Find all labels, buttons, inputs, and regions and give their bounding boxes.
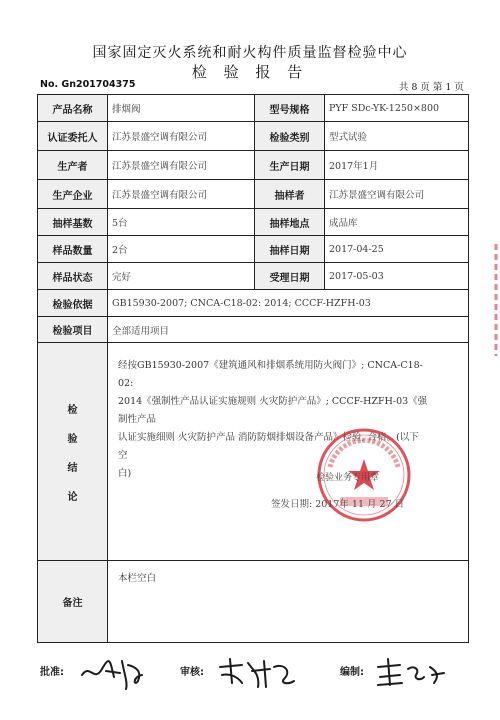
value-sample-date: 2017-04-25	[325, 236, 469, 263]
approve-label: 批准:	[40, 667, 64, 678]
conclusion-cell	[108, 343, 469, 561]
value-model: PYF SDc-YK-1250×800	[325, 95, 469, 122]
value-manufacturer: 江苏景盛空调有限公司	[108, 180, 255, 209]
label-model: 型号规格	[255, 95, 325, 122]
label-sample-date: 抽样日期	[255, 236, 325, 263]
remark-text: 本栏空白	[118, 573, 157, 584]
label-accept-date: 受理日期	[255, 263, 325, 290]
table-row	[38, 209, 469, 236]
label-product-name: 产品名称	[38, 95, 108, 122]
report-number: No. Gn201704375	[40, 79, 136, 90]
table-row	[38, 263, 469, 290]
table-row	[38, 95, 469, 122]
table-row	[38, 343, 469, 561]
compile-label: 编制:	[340, 667, 364, 678]
table-row	[38, 151, 469, 180]
label-producer: 生产者	[38, 151, 108, 180]
label-condition: 样品状态	[38, 263, 108, 290]
label-quantity: 样品数量	[38, 236, 108, 263]
value-client: 江苏景盛空调有限公司	[108, 122, 255, 151]
approver-signature	[76, 653, 156, 693]
value-test-type: 型式试验	[325, 122, 469, 151]
reviewer-signature	[214, 653, 300, 693]
value-condition: 完好	[108, 263, 255, 290]
label-client: 认证委托人	[38, 122, 108, 151]
review-label: 审核:	[180, 667, 204, 678]
conclusion-label-char: 检	[67, 404, 78, 416]
value-sampler: 江苏景盛空调有限公司	[325, 180, 469, 209]
conclusion-line: 2014《强制性产品认证实施规则 火灾防护产品》; CCCF-HZFH-03《强制性产品	[118, 396, 428, 425]
label-remarks: 备注	[38, 561, 108, 643]
table-row	[38, 290, 469, 317]
value-sample-base: 5台	[108, 209, 255, 236]
org-title: 国家固定灭火系统和耐火构件质量监督检验中心	[92, 45, 408, 61]
report-table	[37, 94, 469, 643]
label-sample-base: 抽样基数	[38, 209, 108, 236]
label-prod-date: 生产日期	[255, 151, 325, 180]
remark-cell	[108, 561, 469, 643]
label-sample-place: 抽样地点	[255, 209, 325, 236]
value-items: 全部适用项目	[108, 317, 469, 343]
report-title: 检 验 报 告	[191, 63, 309, 81]
table-row	[38, 561, 469, 643]
value-prod-date: 2017年1月	[325, 151, 469, 180]
table-row	[38, 122, 469, 151]
table-row	[38, 317, 469, 343]
label-items: 检验项目	[38, 317, 108, 343]
conclusion-label-char: 验	[67, 433, 78, 445]
value-accept-date: 2017-05-03	[325, 263, 469, 290]
label-manufacturer: 生产企业	[38, 180, 108, 209]
signature-row	[40, 653, 470, 693]
conclusion-label-cell	[38, 343, 108, 561]
label-test-type: 检验类别	[255, 122, 325, 151]
value-producer: 江苏景盛空调有限公司	[108, 151, 255, 180]
sign-date: 签发日期: 2017年 11 月 27 日	[271, 499, 405, 510]
value-product-name: 排烟阀	[108, 95, 255, 122]
conclusion-line: 认证实施细则 火灾防护产品 消防防烟排烟设备产品》检验, 合格。(以下空	[118, 432, 419, 461]
table-row	[38, 236, 469, 263]
conclusion-label	[42, 401, 103, 503]
value-sample-place: 成品库	[325, 209, 469, 236]
conclusion-line: 经按GB15930-2007《建筑通风和排烟系统用防火阀门》; CNCA-C18-02:	[118, 360, 423, 389]
value-basis: GB15930-2007; CNCA-C18-02: 2014; CCCF-HZFH-03	[108, 290, 469, 317]
compiler-signature	[374, 653, 454, 693]
page-info: 共 8 页 第 1 页	[398, 82, 464, 93]
label-sampler: 抽样者	[255, 180, 325, 209]
stamp-label: 检验业务专用章	[316, 473, 380, 483]
conclusion-line: 白)	[118, 468, 132, 479]
table-row	[38, 180, 469, 209]
label-basis: 检验依据	[38, 290, 108, 317]
side-seal-mark	[490, 240, 500, 360]
conclusion-label-char: 结	[67, 462, 78, 474]
conclusion-label-char: 论	[67, 491, 78, 503]
value-quantity: 2台	[108, 236, 255, 263]
